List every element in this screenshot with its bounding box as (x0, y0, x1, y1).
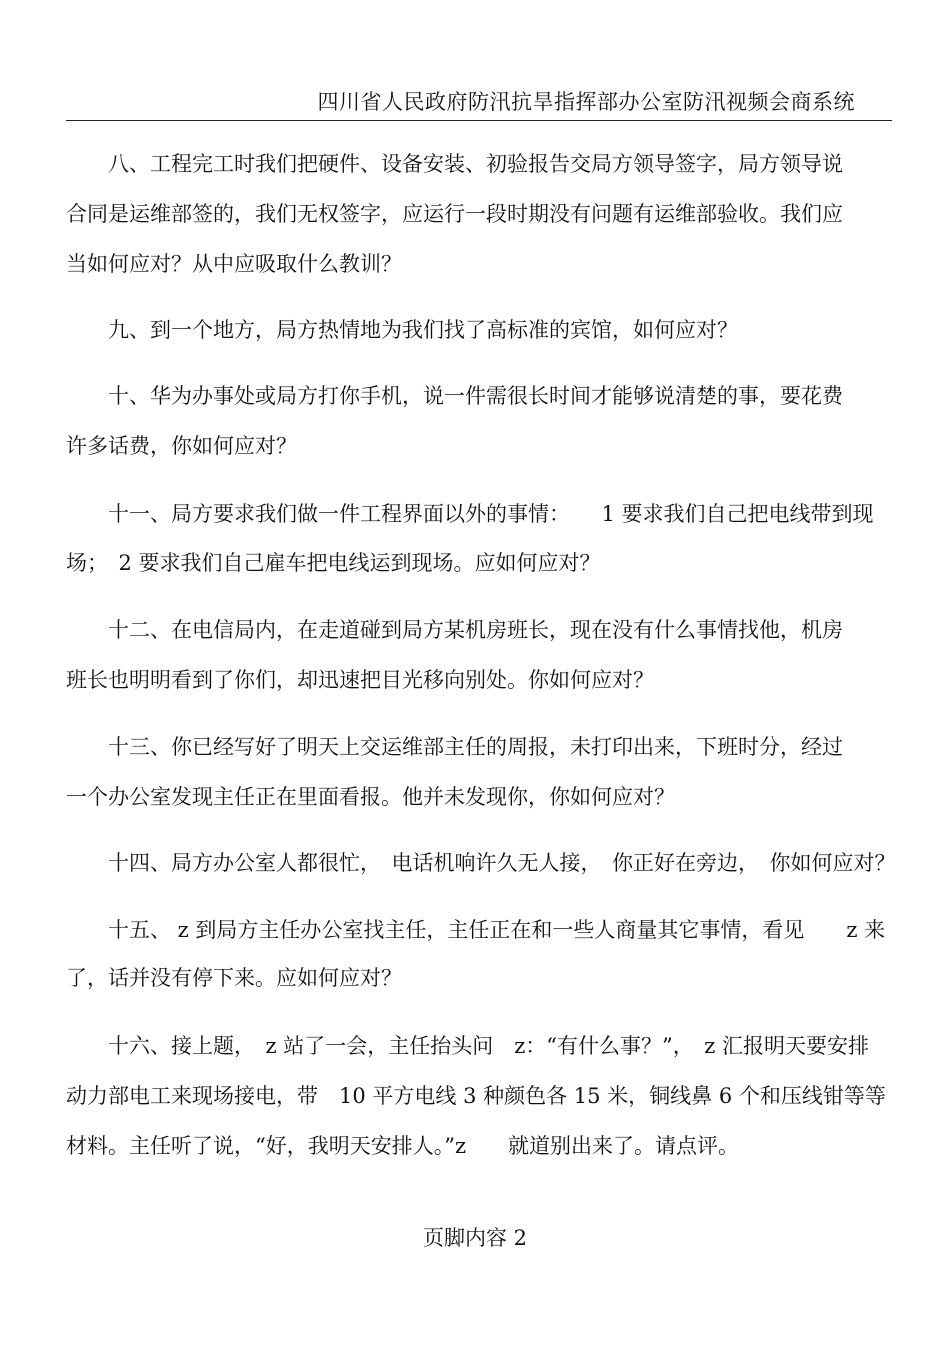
paragraph-8-line-3: 当如何应对？从中应吸取什么教训？ (66, 252, 402, 276)
paragraph-16-line-2: 动力部电工来现场接电，带 10 平方电线 3 种颜色各 15 米，铜线鼻 6 个和压线钳等等 (66, 1084, 886, 1108)
paragraph-12-line-1: 十二、在电信局内，在走道碰到局方某机房班长，现在没有什么事情找他，机房 (108, 618, 843, 642)
page-header-title: 四川省人民政府防汛抗旱指挥部办公室防汛视频会商系统 (317, 90, 855, 114)
paragraph-12-line-2: 班长也明明看到了你们，却迅速把目光移向别处。你如何应对？ (66, 668, 654, 692)
paragraph-11-line-1: 十一、局方要求我们做一件工程界面以外的事情： 1 要求我们自己把电线带到现 (108, 502, 874, 526)
paragraph-15-line-2: 了，话并没有停下来。应如何应对？ (66, 966, 402, 990)
paragraph-16-line-1: 十六、接上题， z 站了一会，主任抬头问 z：“有什么事？”， z 汇报明天要安排 (108, 1034, 870, 1058)
paragraph-10-line-2: 许多话费，你如何应对？ (66, 434, 297, 458)
paragraph-13-line-1: 十三、你已经写好了明天上交运维部主任的周报，未打印出来，下班时分，经过 (108, 735, 843, 759)
paragraph-8-line-2: 合同是运维部签的，我们无权签字，应运行一段时期没有问题有运维部验收。我们应 (66, 202, 843, 226)
paragraph-8-line-1: 八、工程完工时我们把硬件、设备安装、初验报告交局方领导签字，局方领导说 (108, 152, 843, 176)
header-rule (66, 120, 892, 121)
paragraph-16-line-3: 材料。主任听了说，“好，我明天安排人。”z 就道别出来了。请点评。 (66, 1134, 740, 1158)
paragraph-10-line-1: 十、华为办事处或局方打你手机，说一件需很长时间才能够说清楚的事，要花费 (108, 384, 843, 408)
paragraph-15-line-1: 十五、 z 到局方主任办公室找主任，主任正在和一些人商量其它事情，看见 z 来 (108, 918, 886, 942)
page-footer: 页脚内容 2 (422, 1226, 528, 1250)
paragraph-9-line-1: 九、到一个地方，局方热情地为我们找了高标准的宾馆，如何应对？ (108, 318, 738, 342)
paragraph-13-line-2: 一个办公室发现主任正在里面看报。他并未发现你，你如何应对？ (66, 785, 675, 809)
paragraph-14-line-1: 十四、局方办公室人都很忙， 电话机响许久无人接， 你正好在旁边， 你如何应对？ (108, 851, 896, 875)
paragraph-11-line-2: 场； 2 要求我们自己雇车把电线运到现场。应如何应对？ (66, 551, 601, 575)
